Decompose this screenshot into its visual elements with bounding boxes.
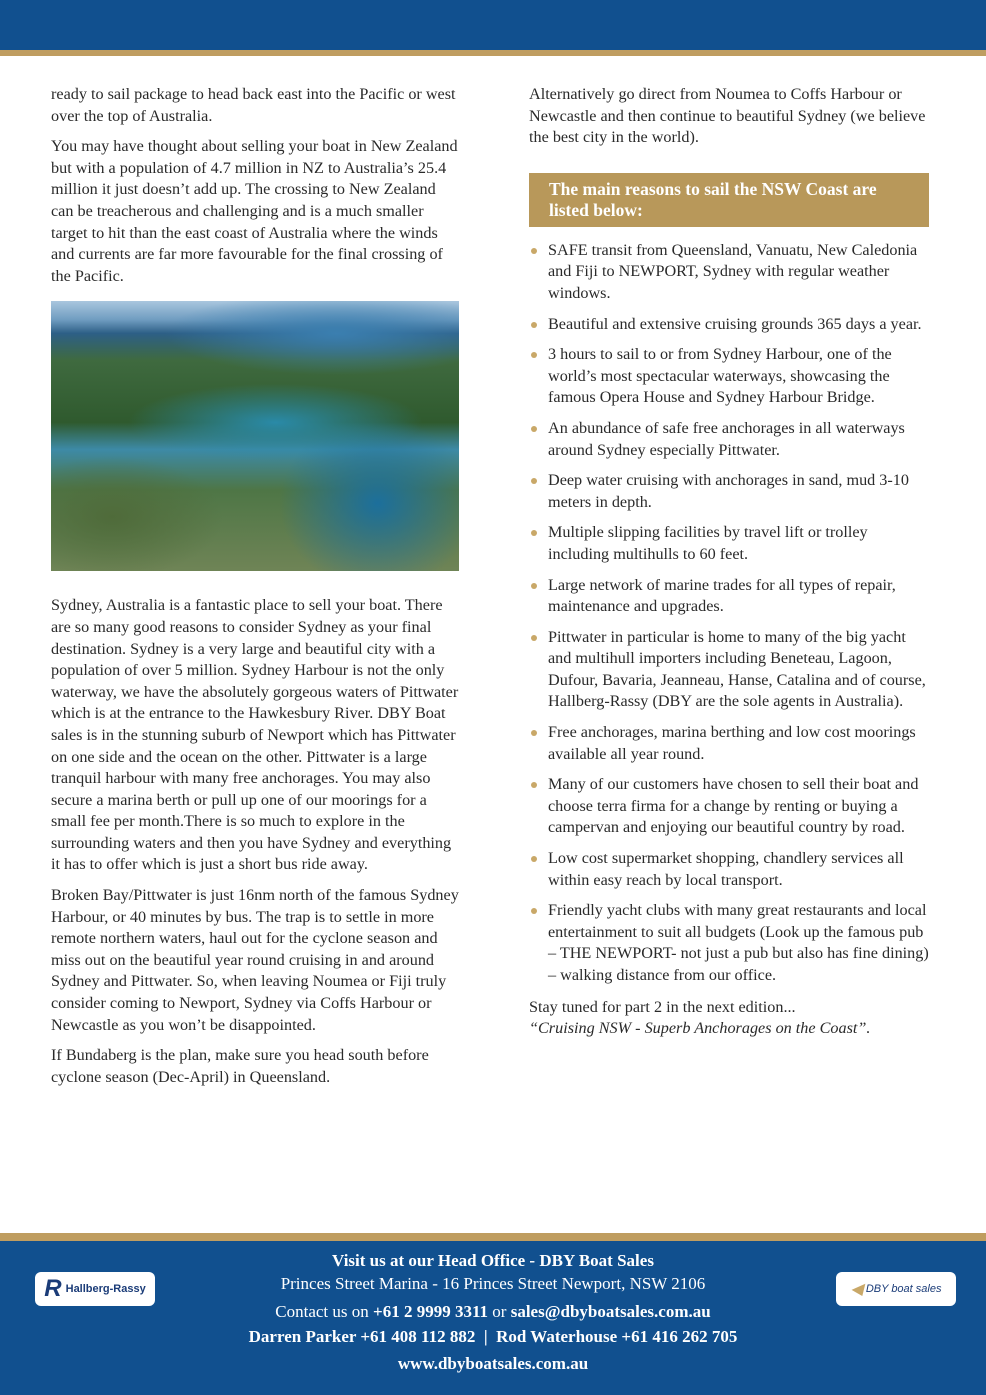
- left-column: [51, 84, 461, 1097]
- website-link[interactable]: www.dbyboatsales.com.au: [397, 1354, 589, 1373]
- paragraph: You may have thought about selling your boat in New Zealand but with a population of 4.7 million in NZ to Australia’s 25.4 million it just doesn’t add up. The crossing to New Zealand can be treacherous and challenging and is a much smaller target to hit than the east coast of Australia where the winds and currents are far more favourable for the final crossing of the Pacific.: [51, 137, 458, 285]
- paragraph: If Bundaberg is the plan, make sure you head south before cyclone season (Dec-April) in Queensland.: [51, 1046, 429, 1086]
- paragraph: Sydney, Australia is a fantastic place to sell your boat. There are so many good reasons to consider Sydney as your final destination. Sydney is a very large and beautiful city with a population of over 5 million. Sydney Harbour is not the only waterway, we have the absolutely gorgeous waters of Pittwater which is at the entrance to the Hawkesbury River. DBY Boat sales is in the stunning suburb of Newport which has Pittwater on one side and the ocean on the other. Pittwater is a large tranquil harbour with many free anchorages. You may also secure a marina berth or pull up one of our moorings for a small fee per month.There is so much to explore in the surrounding waters and then you have Sydney and everything it has to offer which is just a short bus ride away.: [51, 596, 459, 874]
- list-item: Deep water cruising with anchorages in sand, mud 3-10 meters in depth.: [529, 470, 929, 513]
- footer-staff: Darren Parker +61 408 112 882 | Rod Waterhouse +61 416 262 705: [248, 1327, 738, 1346]
- closing-note: [529, 997, 929, 1040]
- header-band: [0, 0, 986, 50]
- stay-tuned: Stay tuned for part 2 in the next edition...: [529, 997, 796, 1016]
- footer: [0, 1241, 986, 1395]
- email-link[interactable]: sales@dbyboatsales.com.au: [510, 1302, 711, 1321]
- paragraph: Alternatively go direct from Noumea to Coffs Harbour or Newcastle and then continue to beautiful Sydney (we believe the best city in the world).: [529, 85, 926, 147]
- list-item: Low cost supermarket shopping, chandlery services all within easy reach by local transport.: [529, 848, 929, 891]
- paragraph: Broken Bay/Pittwater is just 16nm north of the famous Sydney Harbour, or 40 minutes by bus. The trap is to settle in more remote northern waters, haul out for the cyclone season and miss out on the beautiful year round cruising in and around Sydney and Pittwater. So, when leaving Noumea or Fiji truly consider coming to Newport, Sydney via Coffs Harbour or Newcastle as you won’t be disappointed.: [51, 886, 459, 1034]
- list-item: 3 hours to sail to or from Sydney Harbour, one of the world’s most spectacular waterways, showcasing the famous Opera House and Sydney Harbour Bridge.: [529, 344, 929, 409]
- reasons-list: [529, 240, 929, 987]
- phone-link[interactable]: +61 2 9999 3311: [373, 1302, 489, 1321]
- list-item: Multiple slipping facilities by travel lift or trolley including multihulls to 60 feet.: [529, 522, 929, 565]
- header-gold-stripe: [0, 50, 986, 56]
- footer-gold-stripe: [0, 1233, 986, 1241]
- contact-label: Contact us on: [275, 1302, 374, 1321]
- dby-logo: ◀ DBY boat sales: [836, 1272, 956, 1306]
- list-item: Pittwater in particular is home to many of the big yacht and multihull importers including Beneteau, Lagoon, Dufour, Bavaria, Jeanneau, Hanse, Catalina and of course, Hallberg-Rassy (DBY are the sole agents in Australia).: [529, 627, 929, 713]
- logo-text: DBY boat sales: [865, 1283, 942, 1295]
- or-text: or: [488, 1302, 511, 1321]
- list-item: Beautiful and extensive cruising grounds 365 days a year.: [529, 314, 929, 336]
- reasons-heading: The main reasons to sail the NSW Coast are listed below:: [529, 173, 929, 227]
- list-item: SAFE transit from Queensland, Vanuatu, New Caledonia and Fiji to NEWPORT, Sydney with regular weather windows.: [529, 240, 929, 305]
- list-item: Friendly yacht clubs with many great restaurants and local entertainment to suit all budgets (Look up the famous pub – THE NEWPORT- not just a pub but also has fine dining) – walking distance from our office.: [529, 900, 929, 986]
- footer-address: Princes Street Marina - 16 Princes Street Newport, NSW 2106: [280, 1274, 706, 1293]
- list-item: Free anchorages, marina berthing and low cost moorings available all year round.: [529, 722, 929, 765]
- pittwater-aerial-photo: [51, 301, 459, 571]
- list-item: An abundance of safe free anchorages in all waterways around Sydney especially Pittwater.: [529, 418, 929, 461]
- logo-text: Hallberg-Rassy: [65, 1283, 146, 1295]
- next-edition-title: “Cruising NSW - Superb Anchorages on the Coast”.: [529, 1019, 871, 1038]
- footer-visit: Visit us at our Head Office - DBY Boat Sales: [332, 1251, 654, 1270]
- hallberg-rassy-logo: R Hallberg-Rassy: [35, 1272, 155, 1306]
- paragraph: ready to sail package to head back east into the Pacific or west over the top of Australia.: [51, 85, 456, 125]
- right-column: [529, 84, 929, 1040]
- list-item: Many of our customers have chosen to sell their boat and choose terra firma for a change by renting or buying a campervan and enjoying our beautiful country by road.: [529, 774, 929, 839]
- list-item: Large network of marine trades for all types of repair, maintenance and upgrades.: [529, 575, 929, 618]
